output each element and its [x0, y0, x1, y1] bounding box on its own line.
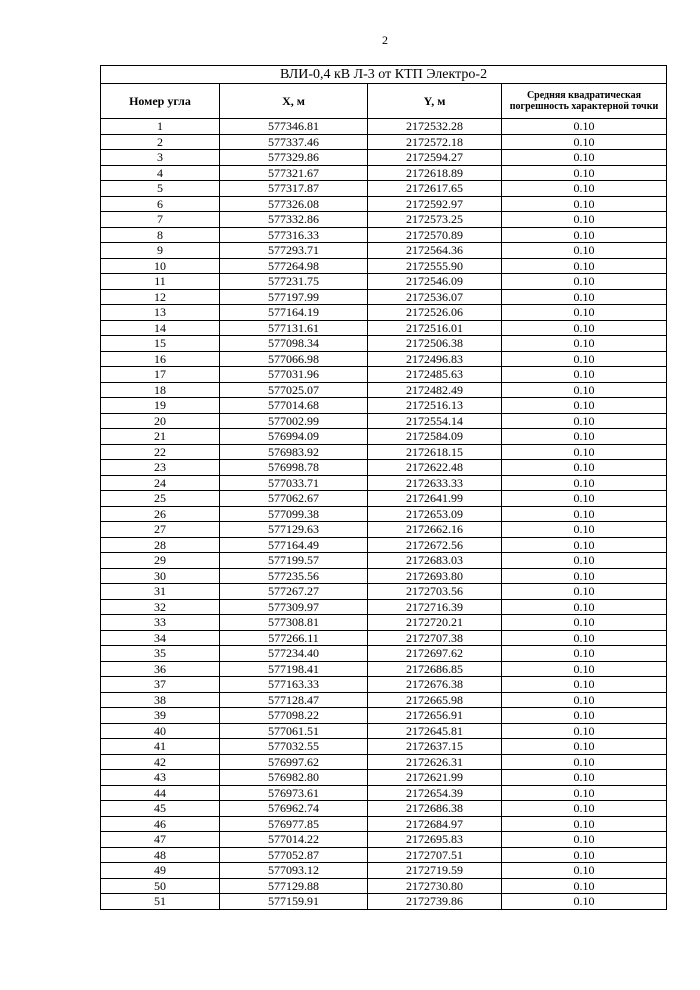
table-row	[101, 723, 667, 739]
x-coordinate-cell: 577163.33	[220, 677, 368, 693]
y-coordinate-cell: 2172622.48	[368, 460, 502, 476]
y-coordinate-cell: 2172594.27	[368, 150, 502, 166]
x-coordinate-cell: 577164.19	[220, 305, 368, 321]
rms-error-cell: 0.10	[502, 506, 667, 522]
table-row	[101, 336, 667, 352]
x-coordinate-cell: 576977.85	[220, 816, 368, 832]
corner-number-cell: 30	[101, 568, 220, 584]
x-coordinate-cell: 577129.63	[220, 522, 368, 538]
table-row	[101, 692, 667, 708]
y-coordinate-cell: 2172617.65	[368, 181, 502, 197]
rms-error-cell: 0.10	[502, 894, 667, 910]
x-coordinate-cell: 576973.61	[220, 785, 368, 801]
y-coordinate-cell: 2172645.81	[368, 723, 502, 739]
y-coordinate-cell: 2172637.15	[368, 739, 502, 755]
corner-number-cell: 33	[101, 615, 220, 631]
y-coordinate-cell: 2172707.51	[368, 847, 502, 863]
y-coordinate-cell: 2172695.83	[368, 832, 502, 848]
corner-number-cell: 21	[101, 429, 220, 445]
rms-error-cell: 0.10	[502, 258, 667, 274]
y-coordinate-cell: 2172693.80	[368, 568, 502, 584]
x-coordinate-cell: 577129.88	[220, 878, 368, 894]
y-coordinate-cell: 2172707.38	[368, 630, 502, 646]
x-coordinate-cell: 576998.78	[220, 460, 368, 476]
corner-number-cell: 23	[101, 460, 220, 476]
x-coordinate-cell: 576983.92	[220, 444, 368, 460]
table-row	[101, 832, 667, 848]
rms-error-cell: 0.10	[502, 522, 667, 538]
x-coordinate-cell: 577131.61	[220, 320, 368, 336]
x-coordinate-cell: 577321.67	[220, 165, 368, 181]
rms-error-cell: 0.10	[502, 661, 667, 677]
table-row	[101, 165, 667, 181]
corner-number-cell: 22	[101, 444, 220, 460]
y-coordinate-cell: 2172618.89	[368, 165, 502, 181]
x-coordinate-cell: 577159.91	[220, 894, 368, 910]
rms-error-cell: 0.10	[502, 413, 667, 429]
table-row	[101, 878, 667, 894]
x-coordinate-cell: 576982.80	[220, 770, 368, 786]
rms-error-cell: 0.10	[502, 553, 667, 569]
table-row	[101, 181, 667, 197]
corner-number-cell: 15	[101, 336, 220, 352]
corner-number-cell: 37	[101, 677, 220, 693]
x-coordinate-cell: 577337.46	[220, 134, 368, 150]
rms-error-cell: 0.10	[502, 708, 667, 724]
table-row	[101, 754, 667, 770]
rms-error-cell: 0.10	[502, 134, 667, 150]
x-coordinate-cell: 577346.81	[220, 119, 368, 135]
y-coordinate-cell: 2172526.06	[368, 305, 502, 321]
x-coordinate-cell: 577329.86	[220, 150, 368, 166]
y-coordinate-cell: 2172730.80	[368, 878, 502, 894]
x-coordinate-cell: 577326.08	[220, 196, 368, 212]
corner-number-cell: 5	[101, 181, 220, 197]
corner-number-cell: 45	[101, 801, 220, 817]
table-row	[101, 801, 667, 817]
table-row	[101, 460, 667, 476]
table-row	[101, 243, 667, 259]
corner-number-cell: 39	[101, 708, 220, 724]
corner-number-cell: 16	[101, 351, 220, 367]
rms-error-cell: 0.10	[502, 568, 667, 584]
table-row	[101, 785, 667, 801]
y-coordinate-cell: 2172516.13	[368, 398, 502, 414]
corner-number-cell: 46	[101, 816, 220, 832]
y-coordinate-cell: 2172662.16	[368, 522, 502, 538]
x-coordinate-cell: 577098.22	[220, 708, 368, 724]
x-coordinate-cell: 577014.22	[220, 832, 368, 848]
table-row	[101, 708, 667, 724]
x-coordinate-cell: 577128.47	[220, 692, 368, 708]
y-coordinate-cell: 2172653.09	[368, 506, 502, 522]
rms-error-cell: 0.10	[502, 723, 667, 739]
table-row	[101, 863, 667, 879]
rms-error-cell: 0.10	[502, 878, 667, 894]
corner-number-cell: 6	[101, 196, 220, 212]
x-coordinate-cell: 577293.71	[220, 243, 368, 259]
y-coordinate-cell: 2172683.03	[368, 553, 502, 569]
table-row	[101, 382, 667, 398]
y-coordinate-cell: 2172626.31	[368, 754, 502, 770]
rms-error-cell: 0.10	[502, 227, 667, 243]
corner-number-cell: 42	[101, 754, 220, 770]
table-row	[101, 615, 667, 631]
corner-number-cell: 48	[101, 847, 220, 863]
corner-number-cell: 14	[101, 320, 220, 336]
x-coordinate-cell: 577309.97	[220, 599, 368, 615]
corner-number-cell: 34	[101, 630, 220, 646]
x-coordinate-cell: 577062.67	[220, 491, 368, 507]
y-coordinate-cell: 2172546.09	[368, 274, 502, 290]
rms-error-cell: 0.10	[502, 351, 667, 367]
x-coordinate-cell: 577267.27	[220, 584, 368, 600]
corner-number-cell: 10	[101, 258, 220, 274]
header-x: X, м	[220, 84, 368, 119]
table-row	[101, 568, 667, 584]
y-coordinate-cell: 2172716.39	[368, 599, 502, 615]
rms-error-cell: 0.10	[502, 289, 667, 305]
header-rms-error: Средняя квадратическая погрешность характерной точки	[502, 84, 667, 119]
rms-error-cell: 0.10	[502, 382, 667, 398]
x-coordinate-cell: 577002.99	[220, 413, 368, 429]
x-coordinate-cell: 577317.87	[220, 181, 368, 197]
corner-number-cell: 4	[101, 165, 220, 181]
table-row	[101, 227, 667, 243]
corner-number-cell: 18	[101, 382, 220, 398]
rms-error-cell: 0.10	[502, 429, 667, 445]
rms-error-cell: 0.10	[502, 475, 667, 491]
y-coordinate-cell: 2172672.56	[368, 537, 502, 553]
corner-number-cell: 28	[101, 537, 220, 553]
corner-number-cell: 7	[101, 212, 220, 228]
rms-error-cell: 0.10	[502, 816, 667, 832]
table-row	[101, 491, 667, 507]
y-coordinate-cell: 2172621.99	[368, 770, 502, 786]
table-row	[101, 770, 667, 786]
x-coordinate-cell: 577099.38	[220, 506, 368, 522]
y-coordinate-cell: 2172536.07	[368, 289, 502, 305]
corner-number-cell: 35	[101, 646, 220, 662]
rms-error-cell: 0.10	[502, 537, 667, 553]
corner-number-cell: 12	[101, 289, 220, 305]
table-row	[101, 134, 667, 150]
y-coordinate-cell: 2172684.97	[368, 816, 502, 832]
table-body	[101, 119, 667, 910]
table-row	[101, 630, 667, 646]
x-coordinate-cell: 577061.51	[220, 723, 368, 739]
y-coordinate-cell: 2172686.85	[368, 661, 502, 677]
rms-error-cell: 0.10	[502, 646, 667, 662]
rms-error-cell: 0.10	[502, 599, 667, 615]
rms-error-cell: 0.10	[502, 305, 667, 321]
x-coordinate-cell: 577197.99	[220, 289, 368, 305]
x-coordinate-cell: 577308.81	[220, 615, 368, 631]
rms-error-cell: 0.10	[502, 630, 667, 646]
table-row	[101, 646, 667, 662]
corner-number-cell: 25	[101, 491, 220, 507]
table-row	[101, 661, 667, 677]
rms-error-cell: 0.10	[502, 460, 667, 476]
x-coordinate-cell: 577164.49	[220, 537, 368, 553]
table-row	[101, 413, 667, 429]
y-coordinate-cell: 2172665.98	[368, 692, 502, 708]
y-coordinate-cell: 2172516.01	[368, 320, 502, 336]
table-row	[101, 677, 667, 693]
table-row	[101, 367, 667, 383]
x-coordinate-cell: 577198.41	[220, 661, 368, 677]
x-coordinate-cell: 577266.11	[220, 630, 368, 646]
table-row	[101, 739, 667, 755]
rms-error-cell: 0.10	[502, 119, 667, 135]
y-coordinate-cell: 2172584.09	[368, 429, 502, 445]
table-row	[101, 398, 667, 414]
rms-error-cell: 0.10	[502, 196, 667, 212]
corner-number-cell: 19	[101, 398, 220, 414]
table-row	[101, 196, 667, 212]
y-coordinate-cell: 2172532.28	[368, 119, 502, 135]
rms-error-cell: 0.10	[502, 336, 667, 352]
coordinates-table	[100, 65, 667, 910]
corner-number-cell: 2	[101, 134, 220, 150]
table-row	[101, 351, 667, 367]
y-coordinate-cell: 2172482.49	[368, 382, 502, 398]
y-coordinate-cell: 2172485.63	[368, 367, 502, 383]
rms-error-cell: 0.10	[502, 212, 667, 228]
table-row	[101, 305, 667, 321]
x-coordinate-cell: 577264.98	[220, 258, 368, 274]
y-coordinate-cell: 2172554.14	[368, 413, 502, 429]
corner-number-cell: 26	[101, 506, 220, 522]
y-coordinate-cell: 2172592.97	[368, 196, 502, 212]
rms-error-cell: 0.10	[502, 150, 667, 166]
table-row	[101, 475, 667, 491]
table-title: ВЛИ-0,4 кВ Л-3 от КТП Электро-2	[101, 66, 667, 84]
table-row	[101, 599, 667, 615]
rms-error-cell: 0.10	[502, 615, 667, 631]
table-row	[101, 894, 667, 910]
corner-number-cell: 43	[101, 770, 220, 786]
y-coordinate-cell: 2172739.86	[368, 894, 502, 910]
corner-number-cell: 17	[101, 367, 220, 383]
x-coordinate-cell: 577316.33	[220, 227, 368, 243]
corner-number-cell: 36	[101, 661, 220, 677]
table-row	[101, 289, 667, 305]
corner-number-cell: 49	[101, 863, 220, 879]
y-coordinate-cell: 2172686.38	[368, 801, 502, 817]
corner-number-cell: 8	[101, 227, 220, 243]
y-coordinate-cell: 2172564.36	[368, 243, 502, 259]
x-coordinate-cell: 577093.12	[220, 863, 368, 879]
y-coordinate-cell: 2172720.21	[368, 615, 502, 631]
corner-number-cell: 27	[101, 522, 220, 538]
table-row	[101, 119, 667, 135]
rms-error-cell: 0.10	[502, 367, 667, 383]
x-coordinate-cell: 577052.87	[220, 847, 368, 863]
table-row	[101, 320, 667, 336]
x-coordinate-cell: 577199.57	[220, 553, 368, 569]
x-coordinate-cell: 577098.34	[220, 336, 368, 352]
table-row	[101, 847, 667, 863]
x-coordinate-cell: 576997.62	[220, 754, 368, 770]
y-coordinate-cell: 2172572.18	[368, 134, 502, 150]
rms-error-cell: 0.10	[502, 785, 667, 801]
rms-error-cell: 0.10	[502, 692, 667, 708]
rms-error-cell: 0.10	[502, 739, 667, 755]
page-number: 2	[382, 33, 388, 47]
table-row	[101, 506, 667, 522]
header-y: Y, м	[368, 84, 502, 119]
rms-error-cell: 0.10	[502, 801, 667, 817]
y-coordinate-cell: 2172656.91	[368, 708, 502, 724]
y-coordinate-cell: 2172641.99	[368, 491, 502, 507]
y-coordinate-cell: 2172633.33	[368, 475, 502, 491]
table-row	[101, 553, 667, 569]
rms-error-cell: 0.10	[502, 243, 667, 259]
table-row	[101, 537, 667, 553]
rms-error-cell: 0.10	[502, 770, 667, 786]
y-coordinate-cell: 2172555.90	[368, 258, 502, 274]
rms-error-cell: 0.10	[502, 863, 667, 879]
y-coordinate-cell: 2172703.56	[368, 584, 502, 600]
corner-number-cell: 29	[101, 553, 220, 569]
y-coordinate-cell: 2172618.15	[368, 444, 502, 460]
rms-error-cell: 0.10	[502, 444, 667, 460]
x-coordinate-cell: 577235.56	[220, 568, 368, 584]
table-row	[101, 212, 667, 228]
y-coordinate-cell: 2172570.89	[368, 227, 502, 243]
rms-error-cell: 0.10	[502, 165, 667, 181]
corner-number-cell: 9	[101, 243, 220, 259]
table-row	[101, 258, 667, 274]
x-coordinate-cell: 576962.74	[220, 801, 368, 817]
x-coordinate-cell: 577231.75	[220, 274, 368, 290]
table-row	[101, 444, 667, 460]
x-coordinate-cell: 577014.68	[220, 398, 368, 414]
x-coordinate-cell: 577025.07	[220, 382, 368, 398]
x-coordinate-cell: 577032.55	[220, 739, 368, 755]
x-coordinate-cell: 577234.40	[220, 646, 368, 662]
corner-number-cell: 1	[101, 119, 220, 135]
table-row	[101, 429, 667, 445]
rms-error-cell: 0.10	[502, 677, 667, 693]
header-corner-number: Номер угла	[101, 84, 220, 119]
table-row	[101, 522, 667, 538]
x-coordinate-cell: 576994.09	[220, 429, 368, 445]
corner-number-cell: 31	[101, 584, 220, 600]
table-row	[101, 274, 667, 290]
table-row	[101, 816, 667, 832]
corner-number-cell: 11	[101, 274, 220, 290]
table-row	[101, 150, 667, 166]
y-coordinate-cell: 2172506.38	[368, 336, 502, 352]
y-coordinate-cell: 2172697.62	[368, 646, 502, 662]
corner-number-cell: 51	[101, 894, 220, 910]
table-row	[101, 584, 667, 600]
y-coordinate-cell: 2172573.25	[368, 212, 502, 228]
y-coordinate-cell: 2172676.38	[368, 677, 502, 693]
corner-number-cell: 20	[101, 413, 220, 429]
corner-number-cell: 24	[101, 475, 220, 491]
x-coordinate-cell: 577066.98	[220, 351, 368, 367]
x-coordinate-cell: 577332.86	[220, 212, 368, 228]
x-coordinate-cell: 577033.71	[220, 475, 368, 491]
corner-number-cell: 38	[101, 692, 220, 708]
y-coordinate-cell: 2172654.39	[368, 785, 502, 801]
rms-error-cell: 0.10	[502, 491, 667, 507]
rms-error-cell: 0.10	[502, 274, 667, 290]
rms-error-cell: 0.10	[502, 847, 667, 863]
corner-number-cell: 32	[101, 599, 220, 615]
rms-error-cell: 0.10	[502, 398, 667, 414]
corner-number-cell: 47	[101, 832, 220, 848]
rms-error-cell: 0.10	[502, 181, 667, 197]
corner-number-cell: 44	[101, 785, 220, 801]
corner-number-cell: 3	[101, 150, 220, 166]
corner-number-cell: 50	[101, 878, 220, 894]
y-coordinate-cell: 2172719.59	[368, 863, 502, 879]
rms-error-cell: 0.10	[502, 320, 667, 336]
corner-number-cell: 13	[101, 305, 220, 321]
rms-error-cell: 0.10	[502, 584, 667, 600]
corner-number-cell: 40	[101, 723, 220, 739]
rms-error-cell: 0.10	[502, 832, 667, 848]
rms-error-cell: 0.10	[502, 754, 667, 770]
x-coordinate-cell: 577031.96	[220, 367, 368, 383]
corner-number-cell: 41	[101, 739, 220, 755]
y-coordinate-cell: 2172496.83	[368, 351, 502, 367]
